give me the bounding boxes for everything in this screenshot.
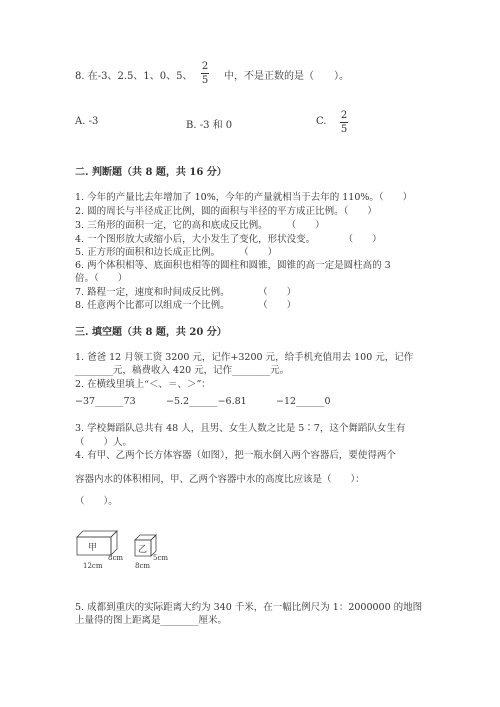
q8-option-b: B. -3 和 0 bbox=[186, 120, 233, 131]
judge-item-8: 8. 任意两个比都可以组成一个比例。 （ ） bbox=[75, 300, 297, 311]
fill-q4-line1: 4. 有甲、乙两个长方体容器（如图），把一瓶水倒入两个容器后，要使得两个 bbox=[75, 450, 396, 461]
fill-q2-b: −5.2______−6.81 bbox=[166, 396, 247, 407]
fill-q1-line2: ________元，稿费收入 420 元，记作________元。 bbox=[75, 365, 290, 376]
fill-q2-line: 2. 在横线里填上“＜、＝、＞”： bbox=[75, 379, 211, 390]
label-5cm: 5cm bbox=[153, 554, 169, 562]
fill-q2-a: −37______73 bbox=[75, 396, 136, 407]
fill-q3-line1: 3. 学校舞蹈队总共有 48 人，且男、女生人数之比是 5∶7，这个舞蹈队女生有 bbox=[75, 423, 406, 434]
q8-option-c-fraction bbox=[340, 110, 348, 135]
q8-stem-after: 中，不是正数的是（ ）。 bbox=[224, 71, 349, 82]
fraction-denominator: 5 bbox=[340, 124, 348, 135]
judge-item-7: 7. 路程一定，速度和时间成反比例。 （ ） bbox=[75, 287, 297, 298]
fill-q2-c: −12______0 bbox=[276, 396, 331, 407]
judge-item-2: 2. 圆的周长与半径成正比例，圆的面积与半径的平方成正比例。（ ） bbox=[75, 206, 377, 217]
q8-fraction bbox=[201, 61, 209, 86]
judge-item-6-cont: 倍。（ ） bbox=[75, 273, 128, 284]
label-8cm-jia: 8cm bbox=[108, 554, 124, 562]
fraction-numerator: 2 bbox=[340, 110, 348, 121]
fraction-numerator: 2 bbox=[201, 61, 209, 72]
q8-option-c-label: C. bbox=[316, 116, 327, 127]
judge-item-4: 4. 一个图形放大或缩小后，大小发生了变化，形状没变。 （ ） bbox=[75, 234, 382, 245]
label-8cm-yi: 8cm bbox=[135, 562, 151, 570]
judge-item-1: 1. 今年的产量比去年增加了 10%，今年的产量就相当于去年的 110%。（ ） bbox=[75, 192, 413, 203]
section3-title: 三. 填空题（共 8 题，共 20 分） bbox=[75, 327, 227, 338]
fill-q5-line2: 上量得的图上距离是________厘米。 bbox=[75, 615, 228, 626]
judge-item-5: 5. 正方形的面积和边长成正比例。 （ ） bbox=[75, 247, 278, 258]
judge-item-6: 6. 两个体积相等、底面积也相等的圆柱和圆锥，圆锥的高一定是圆柱高的 3 bbox=[75, 260, 391, 271]
fraction-bar bbox=[340, 122, 348, 123]
fill-q4-line2: 容器内水的体积相同，甲、乙两个容器中水的高度比应该是（ ）： bbox=[75, 474, 365, 485]
box-yi-label: 乙 bbox=[138, 545, 148, 555]
box-jia-label: 甲 bbox=[88, 543, 98, 553]
fill-q1-line1: 1. 爸爸 12 月领工资 3200 元，记作+3200 元，给手机充值用去 100 元，记作 bbox=[75, 352, 414, 363]
fraction-bar bbox=[201, 73, 209, 74]
fraction-denominator: 5 bbox=[201, 75, 209, 86]
judge-item-3: 3. 三角形的面积一定，它的高和底成反比例。 （ ） bbox=[75, 220, 325, 231]
fill-q5-line1: 5. 成都到重庆的实际距离大约为 340 千米，在一幅比例尺为 1：2000000 的地图 bbox=[75, 602, 423, 613]
fill-q3-line2: （ ）人。 bbox=[75, 437, 133, 448]
fill-q4-line3: （ ）。 bbox=[75, 496, 118, 507]
q8-stem-before: 8. 在-3、2.5、1、0、5、 bbox=[75, 71, 193, 82]
container-diagram bbox=[75, 527, 185, 573]
section2-title: 二. 判断题（共 8 题，共 16 分） bbox=[75, 167, 227, 178]
q8-option-a: A. -3 bbox=[75, 116, 99, 127]
label-12cm: 12cm bbox=[83, 562, 103, 570]
